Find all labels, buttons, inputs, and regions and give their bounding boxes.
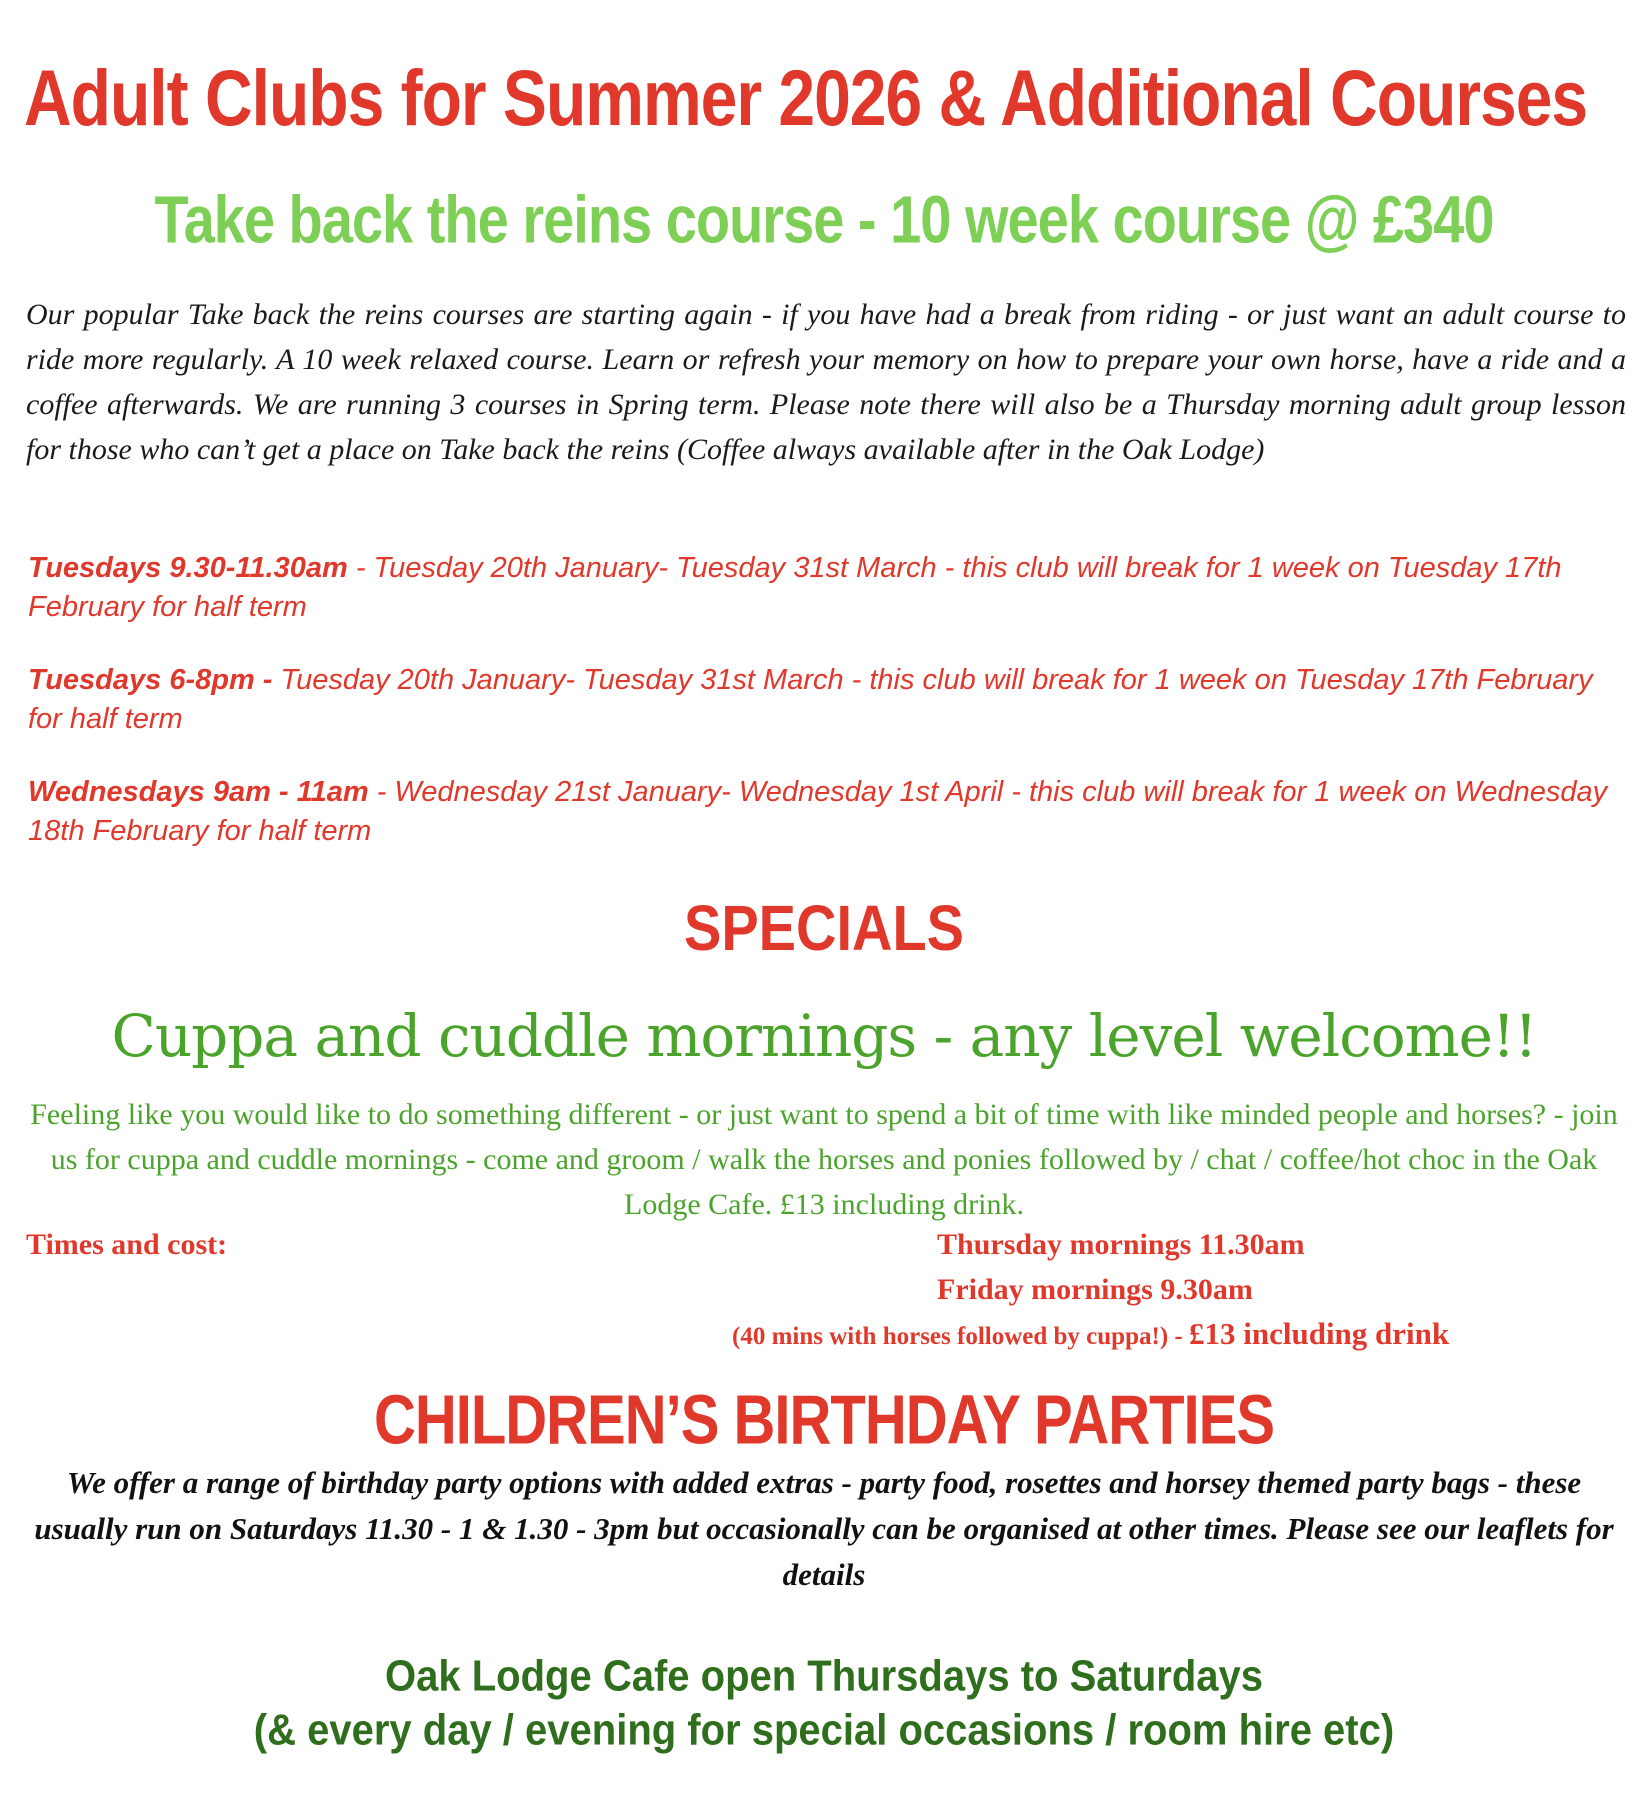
time-friday: Friday mornings 9.30am — [937, 1273, 1253, 1306]
cuppa-price: £13 including drink — [1188, 1316, 1450, 1351]
session-day: Tuesdays 6-8pm - — [28, 664, 273, 696]
time-thursday: Thursday mornings 11.30am — [937, 1228, 1305, 1261]
session-item — [28, 661, 1628, 739]
session-item — [28, 549, 1628, 627]
parties-heading: CHILDREN’S BIRTHDAY PARTIES — [373, 1381, 1275, 1460]
session-day: Wednesdays 9am - 11am — [28, 776, 369, 808]
cuppa-description: Feeling like you would like to do something different - or just want to spend a bit of time with like minded people and horses? - join us for cuppa and cuddle mornings - come and groom / walk the horses and ponies followed by / chat / coffee/hot choc in the Oak Lodge Cafe. £13 including drink. — [30, 1098, 1618, 1221]
cuppa-note — [732, 1316, 1449, 1352]
session-details: - Wednesday 21st January- Wednesday 1st April - this club will break for 1 week on Wednesday 18th February for half term — [28, 776, 1608, 847]
parties-description: We offer a range of birthday party options with added extras - party food, rosettes and horsey themed party bags - these usually run on Saturdays 11.30 - 1 & 1.30 - 3pm but occasionally can be organised at other times. Please see our leaflets for details — [34, 1465, 1614, 1592]
cafe-hours: Oak Lodge Cafe open Thursdays to Saturdays — [385, 1652, 1263, 1701]
session-details: Tuesday 20th January- Tuesday 31st March - this club will break for 1 week on Tuesday 17th February for half term — [28, 664, 1593, 735]
course-intro-text: Our popular Take back the reins courses are starting again - if you have had a break from riding - or just want an adult course to ride more regularly. A 10 week relaxed course. Learn or refresh your memory on how to prepare your own horse, have a ride and a coffee afterwards. We are running 3 courses in Spring term. Please note there will also be a Thursday morning adult group lesson for those who can’t get a place on Take back the reins (Coffee always available after in the Oak Lodge) — [26, 298, 1626, 466]
cuppa-note-text: (40 mins with horses followed by cuppa!) - — [732, 1323, 1189, 1350]
course-title: Take back the reins course - 10 week course @ £340 — [154, 181, 1494, 257]
specials-heading: SPECIALS — [683, 891, 965, 964]
cafe-extra: (& every day / evening for special occasions / room hire etc) — [253, 1706, 1395, 1755]
page-title: Adult Clubs for Summer 2026 & Additional Courses — [24, 53, 1588, 143]
session-details: - Tuesday 20th January- Tuesday 31st March - this club will break for 1 week on Tuesday 17th February for half term — [28, 552, 1562, 623]
session-item — [28, 773, 1628, 851]
session-day: Tuesdays 9.30-11.30am — [28, 552, 348, 584]
times-label: Times and cost: — [26, 1228, 228, 1261]
cuppa-title: Cuppa and cuddle mornings - any level welcome!! — [111, 1002, 1537, 1070]
